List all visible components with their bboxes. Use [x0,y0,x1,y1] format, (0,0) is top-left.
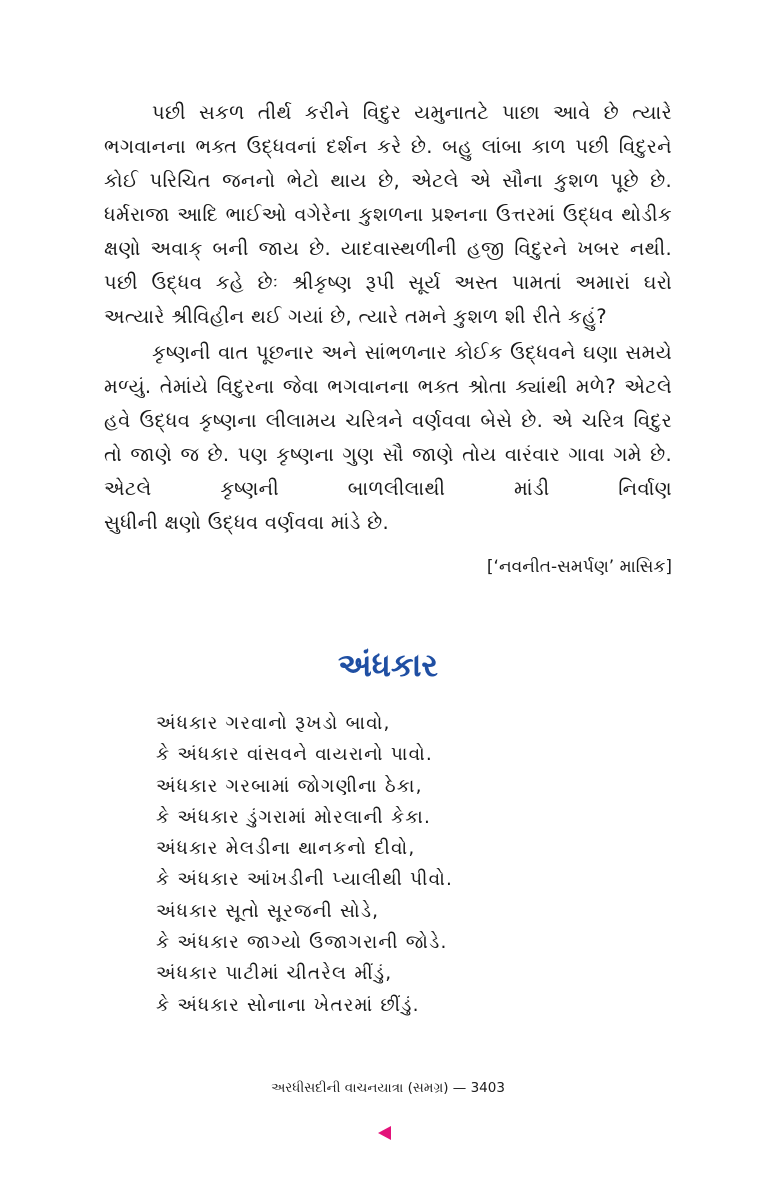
poem-line: અંધકાર પાટીમાં ચીતરેલ મીંડું, [156,963,393,985]
poem-line: કે અંધકાર ડુંગરામાં મોરલાની કેકા. [156,806,432,828]
poem-line: કે અંધકાર વાંસવને વાયરાનો પાવો. [156,744,433,766]
poem-body [156,708,616,1021]
poem-line: અંધકાર ગરબામાં જોગણીના ઠેકા, [156,775,423,797]
poem-line: અંધકાર ગરવાનો રૂખડો બાવો, [156,713,391,734]
article-body [104,96,672,540]
paragraph-2 [104,336,672,540]
poem-line: કે અંધકાર જાગ્યો ઉજાગરાની જોડે. [156,932,448,954]
paragraph-1 [104,96,672,334]
paragraph-2-text: કૃષ્ણની વાત પૂછનાર અને સાંભળનાર કોઈક ઉદ્ધવને ઘણા સમયે મળ્યું. તેમાંયે વિદુરના જેવા ભગવાનના ભક્ત શ્રોતા ક્યાંથી મળે? એટલે હવે ઉદ્ધવ કૃષ્ણના લીલામય ચરિત્રને વર્ણવવા બેસે છે. એ ચરિત્ર વિદુર તો જાણે જ છે. પણ કૃષ્ણના ગુણ સૌ જાણે તોય વારંવાર ગાવા ગમે છે. એટલે કૃષ્ણની બાળલીલાથી માંડી નિર્વાણ [104,341,672,500]
poem-line: કે અંધકાર સોનાના ખેતરમાં છીંડું. [156,994,420,1016]
paragraph-2-last-line: સુધીની ક્ષણો ઉદ્ધવ વર્ણવવા માંડે છે. [104,511,390,534]
left-triangle-icon [378,1126,391,1140]
poem-line: અંધકાર મેલડીના થાનકનો દીવો, [156,838,416,860]
paragraph-1-last-line: અત્યારે શ્રીવિહીન થઈ ગયાં છે, ત્યારે તમને કુશળ શી રીતે કહું? [104,305,607,328]
poem-line: કે અંધકાર આંખડીની પ્યાલીથી પીવો. [156,869,454,891]
paragraph-1-text: પછી સકળ તીર્થ કરીને વિદુર યમુનાતટે પાછા આવે છે ત્યારે ભગવાનના ભક્ત ઉદ્ધવનાં દર્શન કરે છે. બહુ લાંબા કાળ પછી વિદુરને કોઈ પરિચિત જનનો ભેટો થાય છે, એટલે એ સૌના કુશળ પૂછે છે. ધર્મરાજા આદિ ભાઈઓ વગેરેના કુશળના પ્રશ્નના ઉત્તરમાં ઉદ્ધવ થોડીક ક્ષણો અવાક્ બની જાય છે. યાદવાસ્થળીની હજી વિદુરને ખબર નથી. પછી ઉદ્ધવ કહે છેઃ શ્રીકૃષ્ણ રૂપી સૂર્ય અસ્ત પામતાં અમારાં ઘરો [104,101,672,294]
poem-line: અંધકાર સૂતો સૂરજની સોડે, [156,900,380,922]
source-citation: [‘નવનીત-સમર્પણ’ માસિક] [486,557,672,577]
page-footer: અરધીસદીની વાચનયાત્રા (સમગ્ર) — 3403 [271,1080,505,1096]
poem-title: અંધકાર [338,646,438,684]
